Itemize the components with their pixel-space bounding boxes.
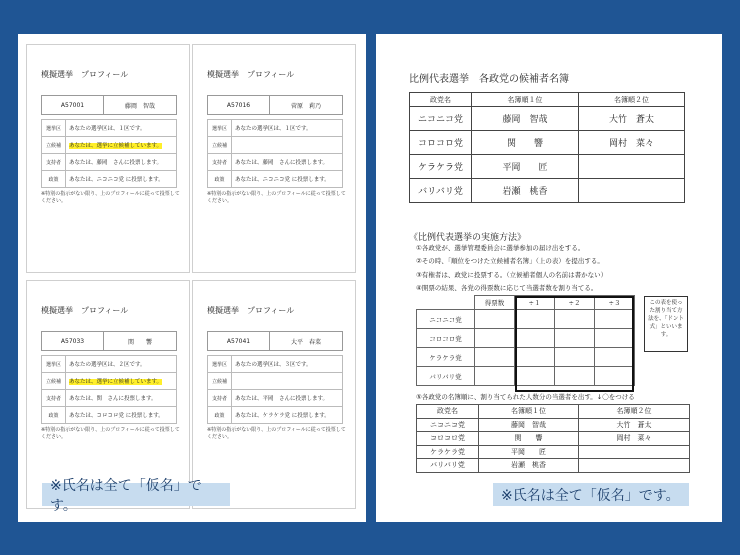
label-support: 支持者 xyxy=(208,154,232,171)
district-text: あなたの選挙区は、３区です。 xyxy=(232,356,343,373)
table-row xyxy=(410,179,685,203)
label-policy: 政策 xyxy=(208,171,232,188)
support-text: あなたは、藤岡 さんに投票します。 xyxy=(66,154,177,171)
candidate-first: 平岡 匠 xyxy=(472,155,579,179)
candidate-second: 岡村 菜々 xyxy=(579,131,685,155)
calc-party: ケラケラ党 xyxy=(417,348,475,367)
label-position: 立候補 xyxy=(208,373,232,390)
method-steps xyxy=(416,242,607,296)
card-title: 模擬選挙 プロフィール xyxy=(207,70,295,79)
profile-table xyxy=(207,119,343,188)
candidate-second[interactable]: 岡村 菜々 xyxy=(579,432,690,446)
candidate-list-page xyxy=(376,34,722,522)
result-header-party: 政党名 xyxy=(417,405,479,419)
profile-table xyxy=(41,119,177,188)
voter-id: A57033 xyxy=(42,332,104,350)
calc-party: バリバリ党 xyxy=(417,367,475,386)
voter-name: 関 響 xyxy=(127,338,152,346)
candidate-first[interactable]: 平岡 匠 xyxy=(479,445,579,459)
label-support: 支持者 xyxy=(42,390,66,407)
profile-table xyxy=(207,355,343,424)
position-text: あなたは、選挙に立候補しています。 xyxy=(66,373,177,390)
table-row xyxy=(410,131,685,155)
voter-name: 藤岡 智哉 xyxy=(124,102,155,110)
pseudonym-notice-right: ※氏名は全て「仮名」です。 xyxy=(493,483,689,506)
card-title: 模擬選挙 プロフィール xyxy=(41,306,129,315)
table-row xyxy=(410,155,685,179)
label-district: 選挙区 xyxy=(208,120,232,137)
profile-table xyxy=(41,355,177,424)
page-title: 比例代表選挙 各政党の候補者名簿 xyxy=(409,74,569,85)
header-rank1: 名簿順１位 xyxy=(472,93,579,107)
support-text: あなたは、平岡 さんに投票します。 xyxy=(232,390,343,407)
voter-id: A57041 xyxy=(208,332,270,350)
candidate-table xyxy=(409,92,685,203)
voter-id-row xyxy=(207,95,343,115)
voter-id-row xyxy=(41,95,177,115)
label-policy: 政策 xyxy=(208,407,232,424)
calc-cell[interactable] xyxy=(475,367,515,386)
voter-name: 大平 春菜 xyxy=(290,338,321,346)
district-text: あなたの選挙区は、２区です。 xyxy=(66,356,177,373)
label-district: 選挙区 xyxy=(42,120,66,137)
policy-text: あなたは、ニコニコ党 に投票します。 xyxy=(66,171,177,188)
candidate-first[interactable]: 藤岡 智哉 xyxy=(479,418,579,432)
party-name: ニコニコ党 xyxy=(417,418,479,432)
step-1: ①各政党が、選挙管理委員会に選挙参加の届け出をする。 xyxy=(416,244,585,252)
party-name: ケラケラ党 xyxy=(410,155,472,179)
calc-header-blank xyxy=(417,296,475,310)
candidate-first[interactable]: 関 響 xyxy=(479,432,579,446)
district-text: あなたの選挙区は、１区です。 xyxy=(232,120,343,137)
calc-party: コロコロ党 xyxy=(417,329,475,348)
calc-party: ニコニコ党 xyxy=(417,310,475,329)
step-2: ②その時、「順位をつけた立候補者名簿」（上の表）を提出する。 xyxy=(416,257,604,266)
candidate-first[interactable]: 岩瀬 桃香 xyxy=(479,459,579,473)
profile-card xyxy=(192,44,356,273)
voter-id-row xyxy=(207,331,343,351)
dhondt-note: この表を使った割り当て方法を、「ドント式」といいます。 xyxy=(644,296,688,352)
result-header-rank2: 名簿順２位 xyxy=(579,405,690,419)
voter-id: A57016 xyxy=(208,96,270,114)
calc-header-div2: ÷２ xyxy=(555,296,595,310)
label-position: 立候補 xyxy=(42,137,66,154)
party-name: バリバリ党 xyxy=(417,459,479,473)
label-policy: 政策 xyxy=(42,407,66,424)
voter-name: 菅原 莉乃 xyxy=(290,102,321,110)
support-text: あなたは、藤岡 さんに投票します。 xyxy=(232,154,343,171)
calc-cell[interactable] xyxy=(475,348,515,367)
result-header-rank1: 名簿順１位 xyxy=(479,405,579,419)
instruction-note: ※特別の指示がない限り、上のプロフィールに従って投票してください。 xyxy=(41,191,180,204)
policy-text: あなたは、ニコニコ党 に投票します。 xyxy=(232,171,343,188)
candidate-second[interactable]: 大竹 蒼太 xyxy=(579,418,690,432)
party-name: コロコロ党 xyxy=(410,131,472,155)
step-5: ⑤各政党の名簿順に、割り当てられた人数分の当選者を出す。↓〇をつける xyxy=(416,393,635,401)
candidate-first: 藤岡 智哉 xyxy=(472,107,579,131)
label-district: 選挙区 xyxy=(42,356,66,373)
profile-sheet-page xyxy=(18,34,366,522)
label-policy: 政策 xyxy=(42,171,66,188)
position-text: あなたは、選挙に立候補しています。 xyxy=(66,137,177,154)
candidate-second[interactable] xyxy=(579,459,690,473)
label-support: 支持者 xyxy=(208,390,232,407)
calc-cell[interactable] xyxy=(475,329,515,348)
candidate-first: 関 響 xyxy=(472,131,579,155)
policy-text: あなたは、ケラケラ党 に投票します。 xyxy=(232,407,343,424)
profile-card xyxy=(26,44,190,273)
step-3: ③有権者は、政党に投票する。（立候補者個人の名前は書かない） xyxy=(416,270,608,279)
instruction-note: ※特別の指示がない限り、上のプロフィールに従って投票してください。 xyxy=(207,427,346,440)
voter-id: A57001 xyxy=(42,96,104,114)
candidate-second xyxy=(579,179,685,203)
candidate-second[interactable] xyxy=(579,445,690,459)
support-text: あなたは、関 さんに投票します。 xyxy=(66,390,177,407)
table-row xyxy=(417,445,690,459)
table-row xyxy=(417,418,690,432)
instruction-note: ※特別の指示がない限り、上のプロフィールに従って投票してください。 xyxy=(207,191,346,204)
card-title: 模擬選挙 プロフィール xyxy=(207,306,295,315)
position-text xyxy=(232,137,343,154)
voter-id-row xyxy=(41,331,177,351)
calc-header-div3: ÷３ xyxy=(595,296,635,310)
calc-cell[interactable] xyxy=(475,310,515,329)
district-text: あなたの選挙区は、１区です。 xyxy=(66,120,177,137)
label-position: 立候補 xyxy=(42,373,66,390)
table-row xyxy=(410,107,685,131)
header-party: 政党名 xyxy=(410,93,472,107)
party-name: コロコロ党 xyxy=(417,432,479,446)
candidate-second xyxy=(579,155,685,179)
division-highlight-box xyxy=(515,296,634,392)
header-rank2: 名簿順２位 xyxy=(579,93,685,107)
position-text xyxy=(232,373,343,390)
step-4: ④開票の結果、各党の得票数に応じて当選者数を割り当てる。 xyxy=(416,284,598,293)
label-support: 支持者 xyxy=(42,154,66,171)
candidate-second: 大竹 蒼太 xyxy=(579,107,685,131)
label-district: 選挙区 xyxy=(208,356,232,373)
method-heading: 《比例代表選挙の実施方法》 xyxy=(409,233,527,243)
card-title: 模擬選挙 プロフィール xyxy=(41,70,129,79)
calc-header-votes: 得票数 xyxy=(475,296,515,310)
label-position: 立候補 xyxy=(208,137,232,154)
calc-header-div1: ÷１ xyxy=(515,296,555,310)
result-table xyxy=(416,404,690,473)
party-name: バリバリ党 xyxy=(410,179,472,203)
candidate-first: 岩瀬 桃香 xyxy=(472,179,579,203)
party-name: ケラケラ党 xyxy=(417,445,479,459)
pseudonym-notice-left: ※氏名は全て「仮名」です。 xyxy=(42,483,230,506)
party-name: ニコニコ党 xyxy=(410,107,472,131)
instruction-note: ※特別の指示がない限り、上のプロフィールに従って投票してください。 xyxy=(41,427,180,440)
policy-text: あなたは、コロコロ党 に投票します。 xyxy=(66,407,177,424)
table-row xyxy=(417,459,690,473)
table-row xyxy=(417,432,690,446)
